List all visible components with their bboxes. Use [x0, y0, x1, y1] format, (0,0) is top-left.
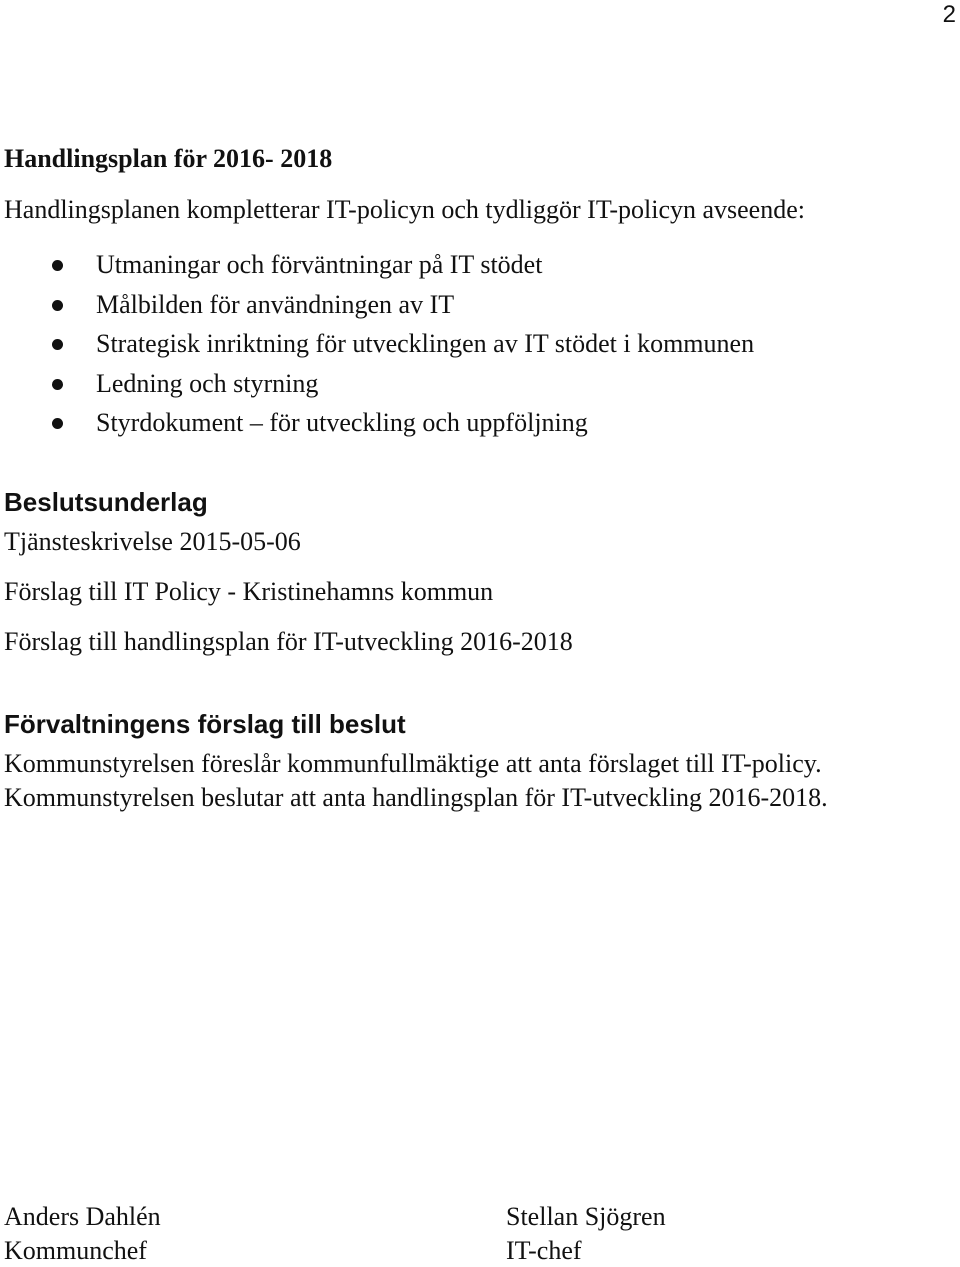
basis-heading: Beslutsunderlag	[4, 487, 208, 517]
bullet-icon	[52, 260, 63, 271]
bullet-label: Utmaningar och förväntningar på IT stödet	[96, 250, 543, 279]
proposal-line: Kommunstyrelsen beslutar att anta handlingsplan för IT-utveckling 2016-2018.	[4, 783, 828, 812]
signature-name: Stellan Sjögren	[506, 1202, 666, 1231]
plan-heading: Handlingsplan för 2016- 2018	[4, 144, 333, 173]
basis-item: Förslag till IT Policy - Kristinehamns kommun	[4, 577, 494, 606]
bullet-icon	[52, 418, 63, 429]
bullet-label: Strategisk inriktning för utvecklingen av IT stödet i kommunen	[96, 329, 755, 358]
proposal-line: Kommunstyrelsen föreslår kommunfullmäktige att anta förslaget till IT-policy.	[4, 749, 822, 778]
signature-title: Kommunchef	[4, 1236, 147, 1265]
bullet-label: Styrdokument – för utveckling och uppföljning	[96, 408, 588, 437]
signature-name: Anders Dahlén	[4, 1202, 161, 1231]
bullet-icon	[52, 300, 63, 311]
bullet-label: Ledning och styrning	[96, 368, 319, 398]
basis-item: Förslag till handlingsplan för IT-utveckling 2016-2018	[4, 627, 573, 656]
basis-item: Tjänsteskrivelse 2015-05-06	[4, 527, 301, 556]
signature-title: IT-chef	[506, 1236, 582, 1265]
plan-intro: Handlingsplanen kompletterar IT-policyn och tydliggör IT-policyn avseende:	[4, 195, 805, 224]
bullet-icon	[52, 379, 63, 390]
page-number: 2	[942, 1, 956, 28]
bullet-icon	[52, 339, 63, 350]
bullet-label: Målbilden för användningen av IT	[96, 289, 455, 319]
proposal-heading: Förvaltningens förslag till beslut	[4, 709, 406, 739]
